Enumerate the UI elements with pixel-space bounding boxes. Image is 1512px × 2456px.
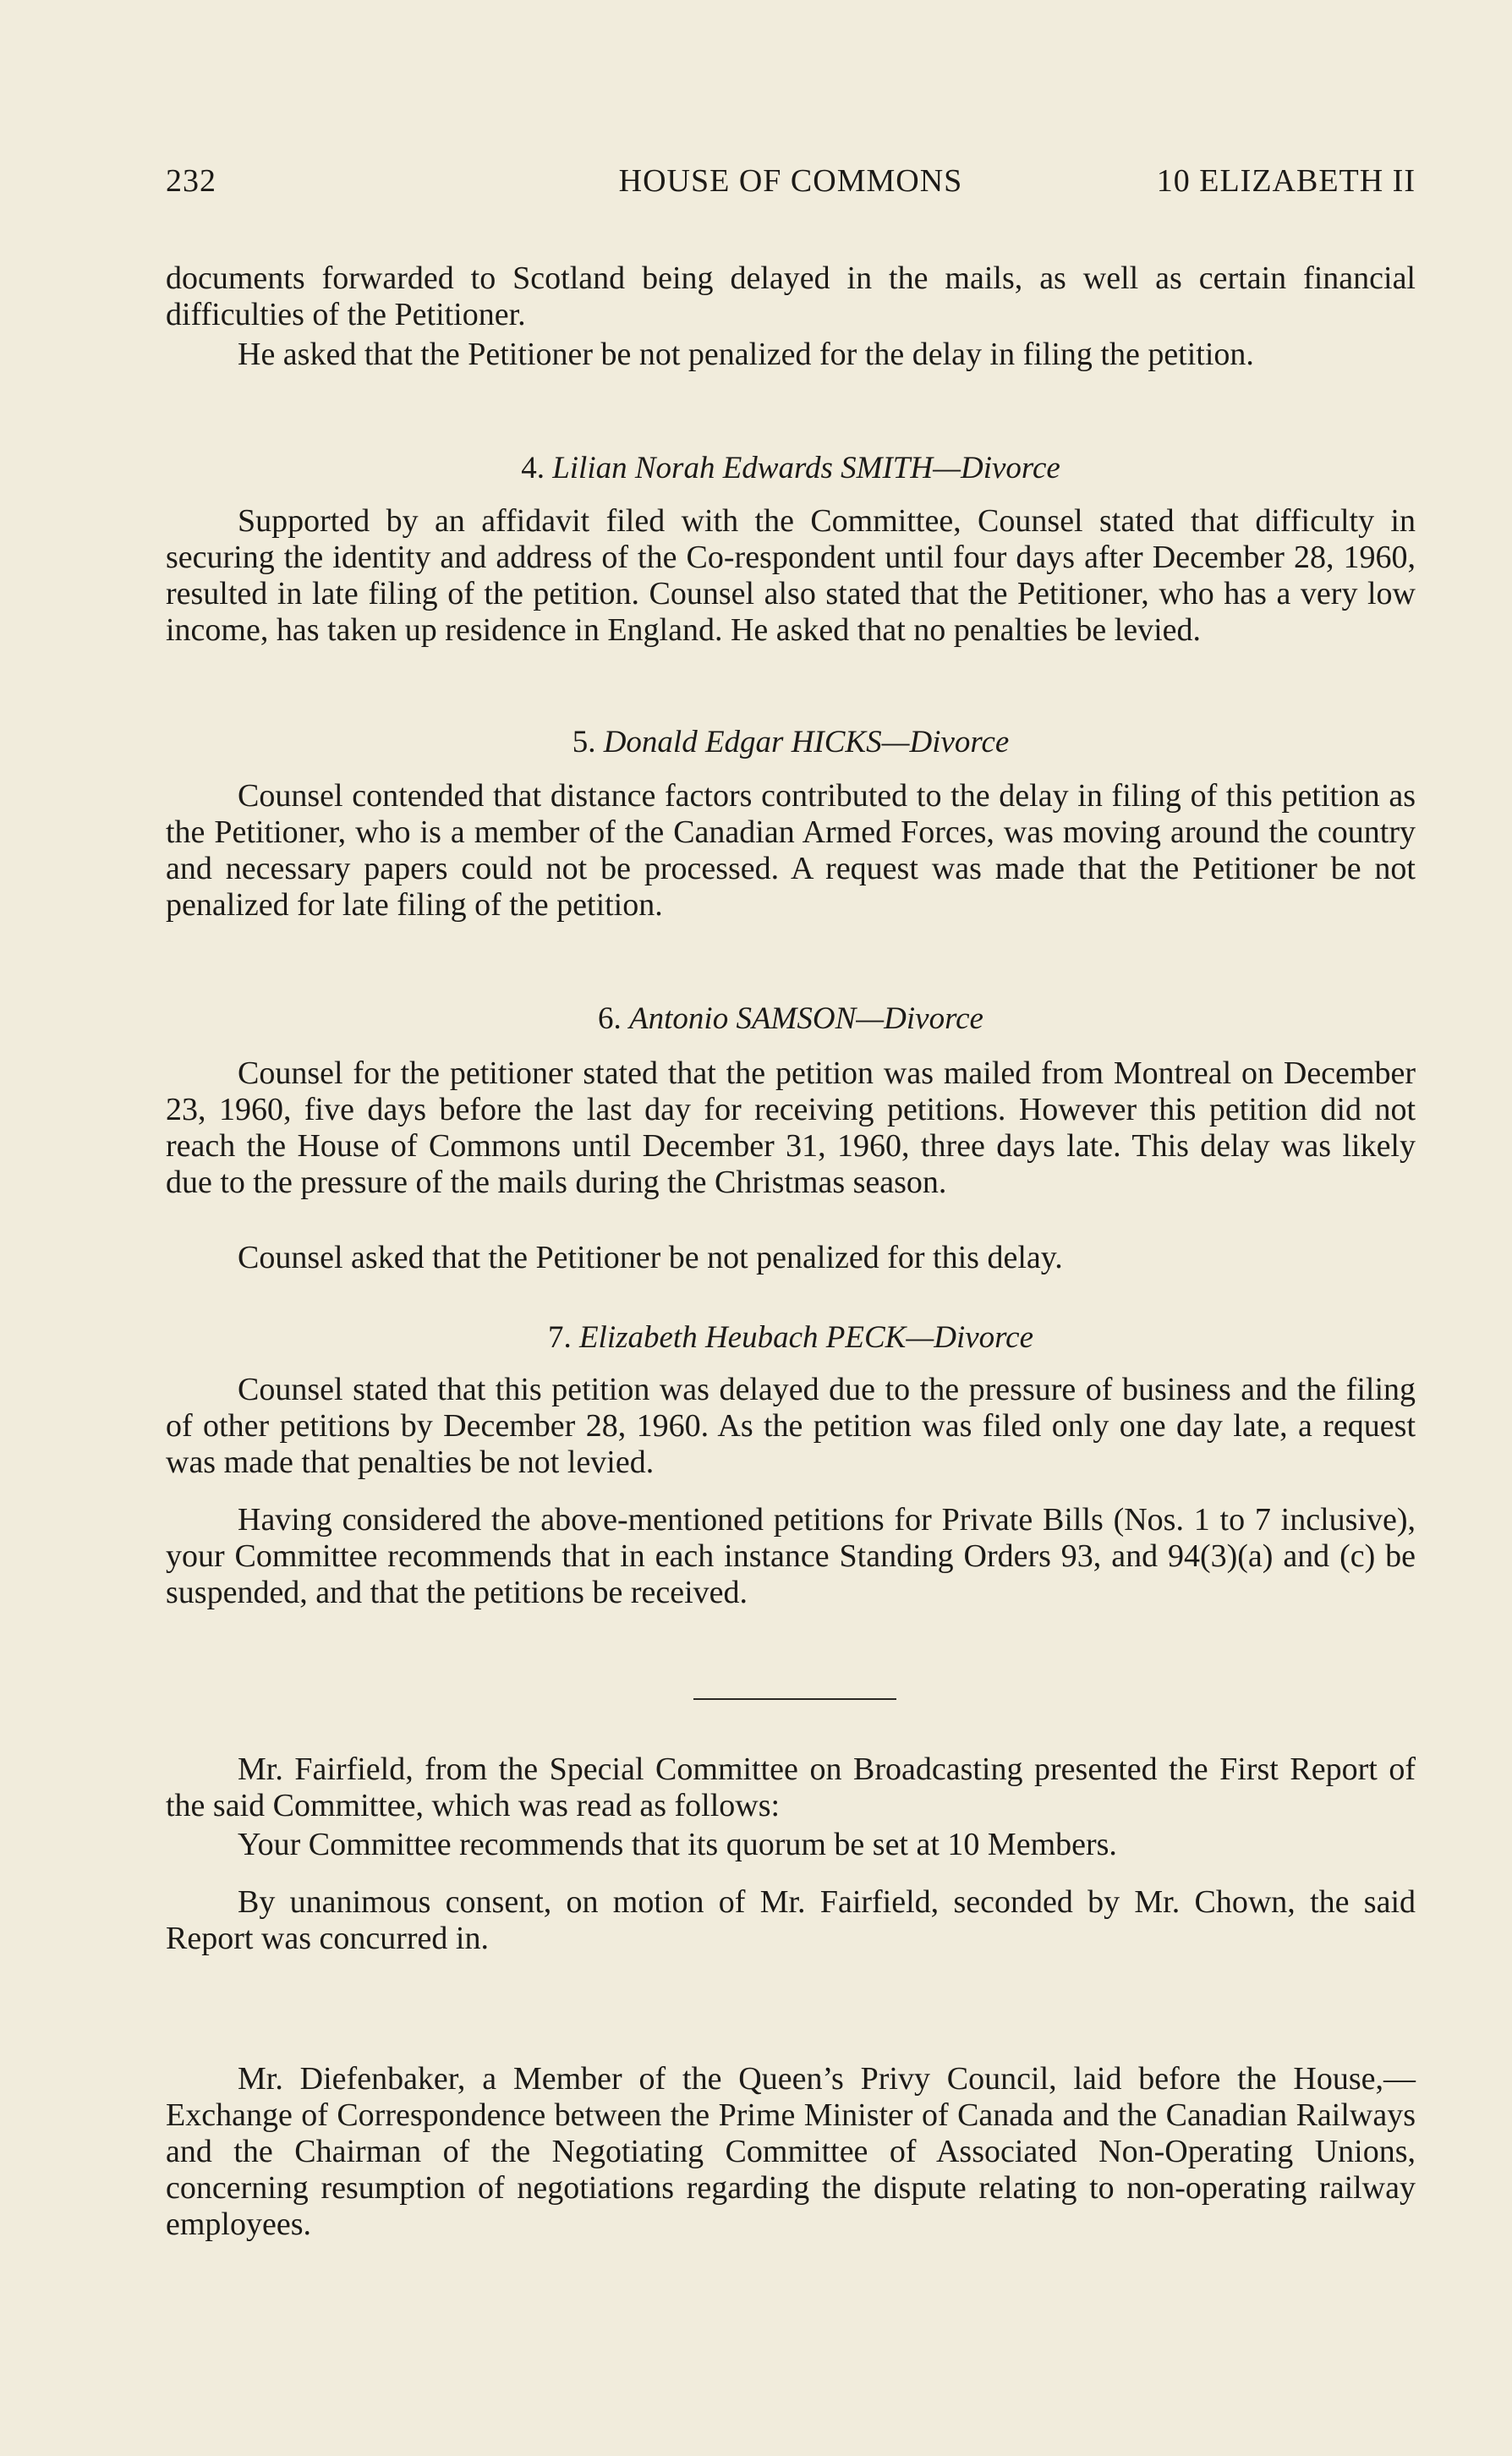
broadcasting-paragraph: Mr. Fairfield, from the Special Committee on Broadcasting presented the First Report of the said Committee, which was read as follows: [166, 1752, 1416, 1823]
petition-number: 7. [547, 1320, 572, 1355]
petition-heading-4 [166, 450, 1416, 486]
recommendation-paragraph: Having considered the above-mentioned petitions for Private Bills (Nos. 1 to 7 inclusive), your Committee recommends that in each instance Standing Orders 93, and 94(3)(a) and (c) be suspended, and that the petitions be received. [166, 1502, 1416, 1610]
intro-paragraph-2: He asked that the Petitioner be not penalized for the delay in filing the petition. [238, 337, 1254, 372]
petition-heading-5 [166, 724, 1416, 760]
petition-text-7: Counsel stated that this petition was delayed due to the pressure of business and the filing of other petitions by December 28, 1960. As the petition was filed only one day late, a request was made that penalties be not levied. [166, 1372, 1416, 1480]
regnal-year: 10 ELIZABETH II [1156, 163, 1416, 199]
page-number: 232 [166, 163, 216, 199]
running-header [166, 162, 1416, 210]
petition-text-4: Supported by an affidavit filed with the Committee, Counsel stated that difficulty in securing the identity and address of the Co-respondent until four days after December 28, 1960, resulted in late filing of the petition. Counsel also stated that the Petitioner, who has a very low income, has taken up residence in England. He asked that no penalties be levied. [166, 503, 1416, 648]
petition-heading-6 [166, 1000, 1416, 1037]
concurrence-paragraph: By unanimous consent, on motion of Mr. Fairfield, seconded by Mr. Chown, the said Report was concurred in. [166, 1884, 1416, 1956]
quorum-paragraph: Your Committee recommends that its quorum be set at 10 Members. [238, 1827, 1117, 1862]
petition-name: Donald Edgar HICKS—Divorce [603, 725, 1010, 759]
petition-heading-7 [166, 1319, 1416, 1356]
petition-number: 5. [572, 725, 596, 759]
page-title: HOUSE OF COMMONS [618, 163, 963, 199]
section-divider [693, 1698, 896, 1700]
petition-number: 6. [598, 1001, 622, 1036]
petition-name: Lilian Norah Edwards SMITH—Divorce [552, 451, 1060, 485]
diefenbaker-paragraph: Mr. Diefenbaker, a Member of the Queen’s Privy Council, laid before the House,—Exchange of Correspondence between the Prime Minister of Canada and the Canadian Railways and the Chairman of the Negotiating Committee of Associated Non-Operating Unions, concerning resumption of negotiations regarding the dispute relating to non-operating railway employees. [166, 2061, 1416, 2242]
petition-name: Elizabeth Heubach PECK—Divorce [578, 1320, 1034, 1355]
intro-paragraph: documents forwarded to Scotland being delayed in the mails, as well as certain financial difficulties of the Petitioner. [166, 260, 1416, 332]
petition-text-6b: Counsel asked that the Petitioner be not penalized for this delay. [238, 1240, 1063, 1275]
petition-text-6: Counsel for the petitioner stated that the petition was mailed from Montreal on December 23, 1960, five days before the last day for receiving petitions. However this petition did not reach the House of Commons until December 31, 1960, three days late. This delay was likely due to the pressure of the mails during the Christmas season. [166, 1055, 1416, 1200]
petition-number: 4. [521, 451, 545, 485]
petition-text-5: Counsel contended that distance factors contributed to the delay in filing of this petition as the Petitioner, who is a member of the Canadian Armed Forces, was moving around the country and necessary papers could not be processed. A request was made that the Petitioner be not penalized for late filing of the petition. [166, 778, 1416, 923]
petition-name: Antonio SAMSON—Divorce [629, 1001, 983, 1036]
